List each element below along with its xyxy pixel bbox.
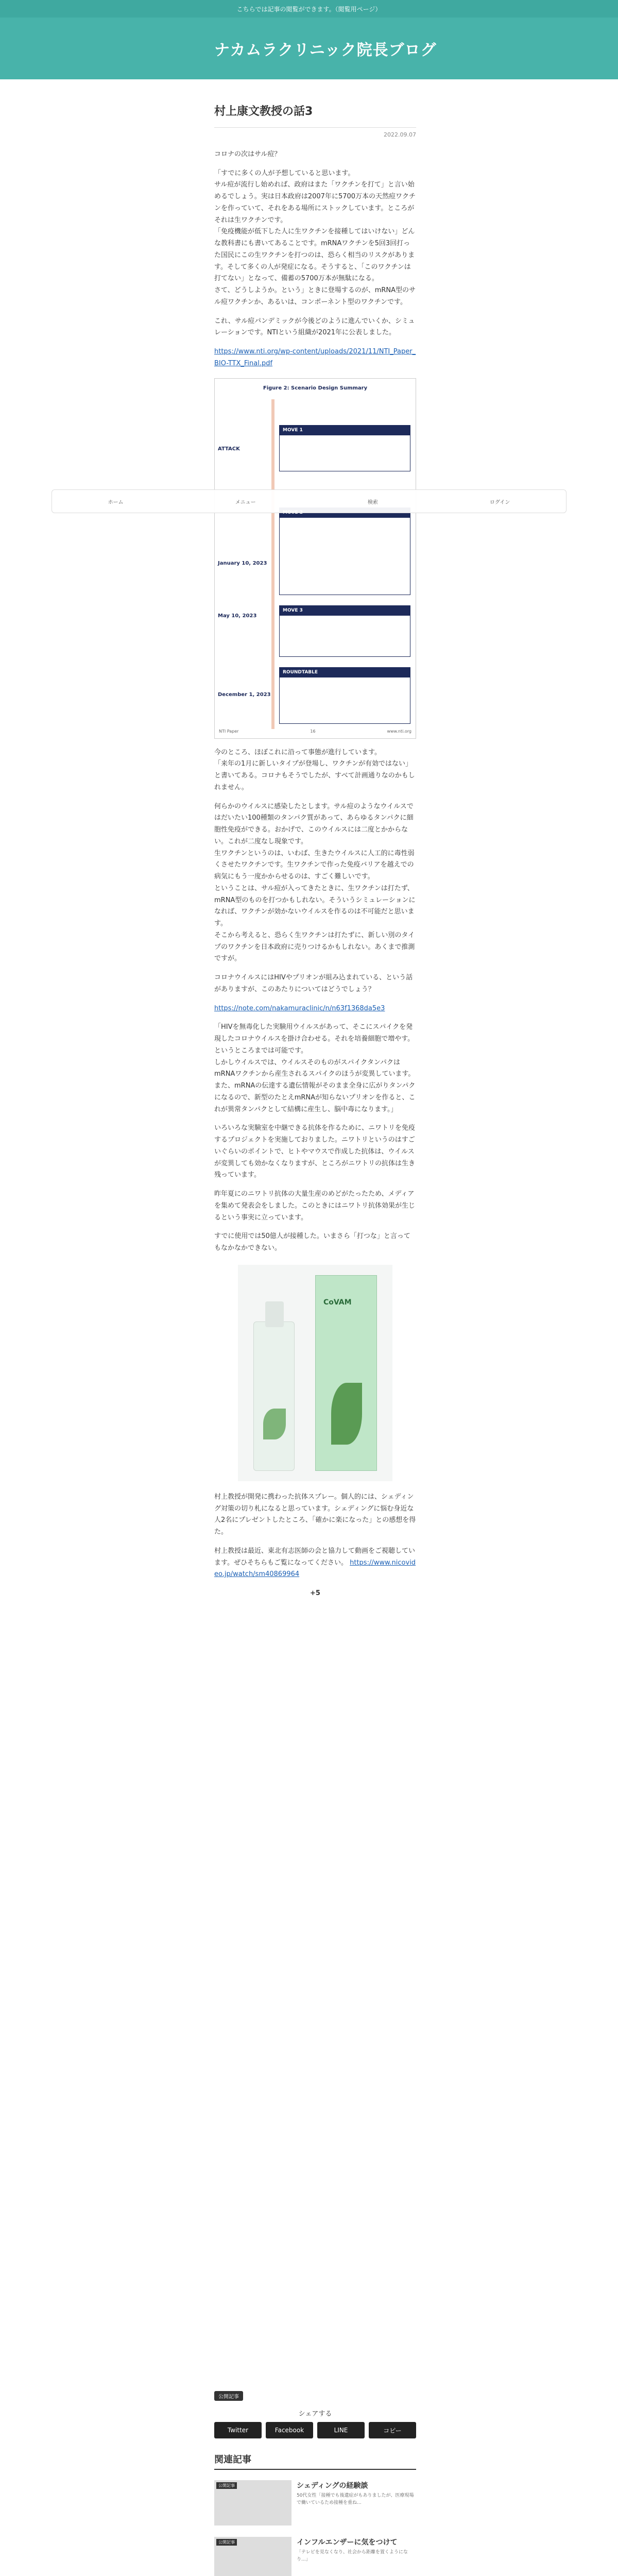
plus-count[interactable]: +5 [310, 1589, 320, 1597]
figure-footer-right: www.nti.org [387, 728, 411, 734]
site-title[interactable]: ナカムラクリニック院長ブログ [214, 41, 437, 59]
article-date: 2022.09.07 [384, 131, 416, 138]
floatbar-home[interactable]: ホーム [108, 499, 124, 505]
paragraph: コロナウイルスにはHIVやプリオンが組み込まれている、という話がありますが、このあたりについてはどうでしょう？ [214, 974, 413, 993]
related-title[interactable]: シェディングの経験談 [297, 2482, 368, 2490]
scenario-figure [214, 378, 416, 739]
paragraph: 「HIVを無毒化した実験用ウイルスがあって、そこにスパイクを発現したコロナウイルスを掛け合わせる。それを培養細胞で増やす。というところまでは可能です。 しかしウイルスでは、ウイルスそのものがスパイクタンパクはmRNAワクチンから産生されるスパイクのほうが変異しています。また、mRNAの伝達する遺伝情報がそのまま全身に広がりタンパクになるので、新型のたとえmRNAが知らないプリオンを作ると、これが異常タンパクとして結構に産生し、脳中毒になります。」 [214, 1023, 416, 1113]
related-excerpt: 50代女性「接種でも後遺症がもありましたが、医療現場で働いているため接種を重ね... [297, 2493, 414, 2505]
related-heading: 関連記事 [214, 2452, 416, 2470]
floating-nav-bar [52, 489, 566, 513]
timeline-spine [271, 399, 274, 729]
nicovideo-link[interactable]: https://www.nicovideo.jp/watch/sm40869964 [214, 1558, 416, 1579]
related-thumbnail[interactable] [214, 2480, 291, 2526]
roundtable-box [279, 667, 410, 724]
paragraph: これ、サル痘パンデミックが今後どのように進んでいくか、シミュレーションです。NTIという組織が2021年に公表しました。 [214, 317, 415, 337]
floatbar-search[interactable]: 検索 [367, 499, 378, 505]
move-label: MOVE 3 [280, 606, 410, 616]
related-badge: 公開記事 [216, 2539, 237, 2546]
move1-box [279, 425, 410, 471]
article [214, 102, 416, 1607]
related-thumbnail[interactable] [214, 2537, 291, 2576]
top-notice-text: こちらでは記事の閲覧ができます。（閲覧用ページ） [236, 5, 382, 13]
share-section [214, 2391, 416, 2438]
paragraph: 「すでに多くの人が予想していると思います。 サル痘が流行し始めれば、政府はまた「ワクチンを打て」と言い始めるでしょう。実は日本政府は2007年に5700万本の天然痘ワクチンを作っていて、それをある場所にストックしています。ところがそれは生ワクチンです。 「免疫機能が低下した人に生ワクチンを接種してはいけない」どんな教科書にも書いてあることです。mRNAワクチンを5回3回打った国民にこの生ワクチンを打つのは、恐らく相当のリスクがあります。そして多くの人が発症になる。そうすると、「このワクチンは打てない」となって、備蓄の5700万本が無駄になる。 さて、どうしようか。という」ときに登場するのが、mRNA型のサル痘ワクチンか、あるいは、コンポーネント型のワクチンです。 [214, 169, 416, 306]
article-title: 村上康文教授の話3 [214, 102, 416, 128]
move3-box [279, 605, 410, 657]
site-header [0, 18, 618, 79]
paragraph: 村上教授は最近、東北有志医師の会と協力して動画をご視聴しています。ぜひそちらもご覧になってください。 [214, 1547, 416, 1567]
share-twitter-button[interactable]: Twitter [214, 2422, 262, 2438]
timeline-label: December 1, 2023 [218, 691, 271, 698]
figure-footer-left: NTI Paper [219, 728, 239, 734]
paragraph: 何らかのウイルスに感染したとします。サル痘のようなウイルスではだいたい100種類のタンパク質があって、あらゆるタンパクに細胞性免疫ができる。おかげで、このウイルスには二度とかからない。これが二度なし現象です。 生ワクチンというのは、いわば、生きたウイルスに人工的に毒性弱くさせたワクチンです。生ワクチンで作った免疫バリアを越えでの病気にもう一度かからせるのは、すごく難しいです。 ということは、サル痘が入ってきたときに、生ワクチンは打たず、mRNA型のものを打つかもしれない。そういうシミュレーションになれば、ワクチンが効かないウイルスを作るのは不可能だと思います。 そこから考えると、恐らく生ワクチンは打たずに、新しい別のタイプのワクチンを日本政府に売りつけるかもしれない。あくまで推測ですが。 [214, 802, 416, 963]
share-line-button[interactable]: LINE [317, 2422, 365, 2438]
move-label: ROUNDTABLE [280, 668, 410, 678]
related-badge: 公開記事 [216, 2482, 237, 2489]
related-item[interactable] [214, 2537, 416, 2576]
paragraph: いろいろな実験室を中継できる抗体を作るために、ニワトリを免疫するプロジェクトを実施しておりました。ニワトリというのはすごいぐらいのポイントで、ヒトやマウスで作成した抗体は、ウイルスが変異しても効かなくなりますが、ところがニワトリの抗体は生き残っています。 [214, 1124, 416, 1179]
nti-paper-link[interactable]: https://www.nti.org/wp-content/uploads/2021/11/NTI_Paper_BIO-TTX_Final.pdf [214, 348, 416, 367]
product-image [238, 1265, 392, 1481]
share-buttons [214, 2422, 416, 2438]
figure-footer [219, 728, 411, 735]
article-tag[interactable]: 公開記事 [214, 2391, 243, 2401]
related-title[interactable]: インフルエンザーに気をつけて [297, 2538, 398, 2547]
timeline-label: May 10, 2023 [218, 613, 257, 619]
floatbar-menu[interactable]: メニュー [235, 499, 256, 505]
related-articles [214, 2452, 416, 2576]
timeline-label: January 10, 2023 [218, 560, 267, 566]
move2-box [279, 507, 410, 595]
figure-footer-page: 16 [310, 728, 316, 734]
figure-title: Figure 2: Scenario Design Summary [263, 385, 368, 391]
share-title: シェアする [298, 2410, 332, 2418]
paragraph: すでに使用では50億人が接種した。いまさら「打つな」と言ってもなかなかできない。 [214, 1232, 410, 1252]
related-item[interactable] [214, 2480, 416, 2537]
spray-bottle [253, 1321, 295, 1471]
product-box [315, 1275, 377, 1471]
product-brand: CoVAM [323, 1298, 352, 1307]
paragraph: コロナの次はサル痘？ [214, 150, 281, 158]
paragraph: 今のところ、ほぼこれに沿って事態が進行しています。 「来年の1月に新しいタイプが登場し、ワクチンが有効ではない」と書いてある。コロナもそうでしたが、すべて計画通りなのかもしれません。 [214, 748, 415, 791]
paragraph: 昨年夏にのニワトリ抗体の大量生産のめどがたったため、メディアを集めて発表会をしました。このときにはニワトリ抗体効果が生じるという事実に立っています。 [214, 1190, 416, 1222]
timeline-label: ATTACK [218, 446, 240, 452]
share-facebook-button[interactable]: Facebook [266, 2422, 313, 2438]
paragraph: 村上教授が開発に携わった抗体スプレー。個人的には、シェディング対策の切り札になると思っています。シェディングに悩む身近な人2名にプレゼントしたところ、「確かに楽になった」との感想を得た。 [214, 1493, 416, 1536]
floatbar-login[interactable]: ログイン [489, 499, 510, 505]
related-excerpt: 「テレビを見なくなり、社会から距離を置くようになり...」 [297, 2550, 408, 2562]
top-notice-bar [0, 0, 618, 18]
move-label: MOVE 1 [280, 426, 410, 436]
note-link[interactable]: https://note.com/nakamuraclinic/n/n63f1368da5e3 [214, 1004, 385, 1012]
share-copy-button[interactable]: コピー [369, 2422, 416, 2438]
